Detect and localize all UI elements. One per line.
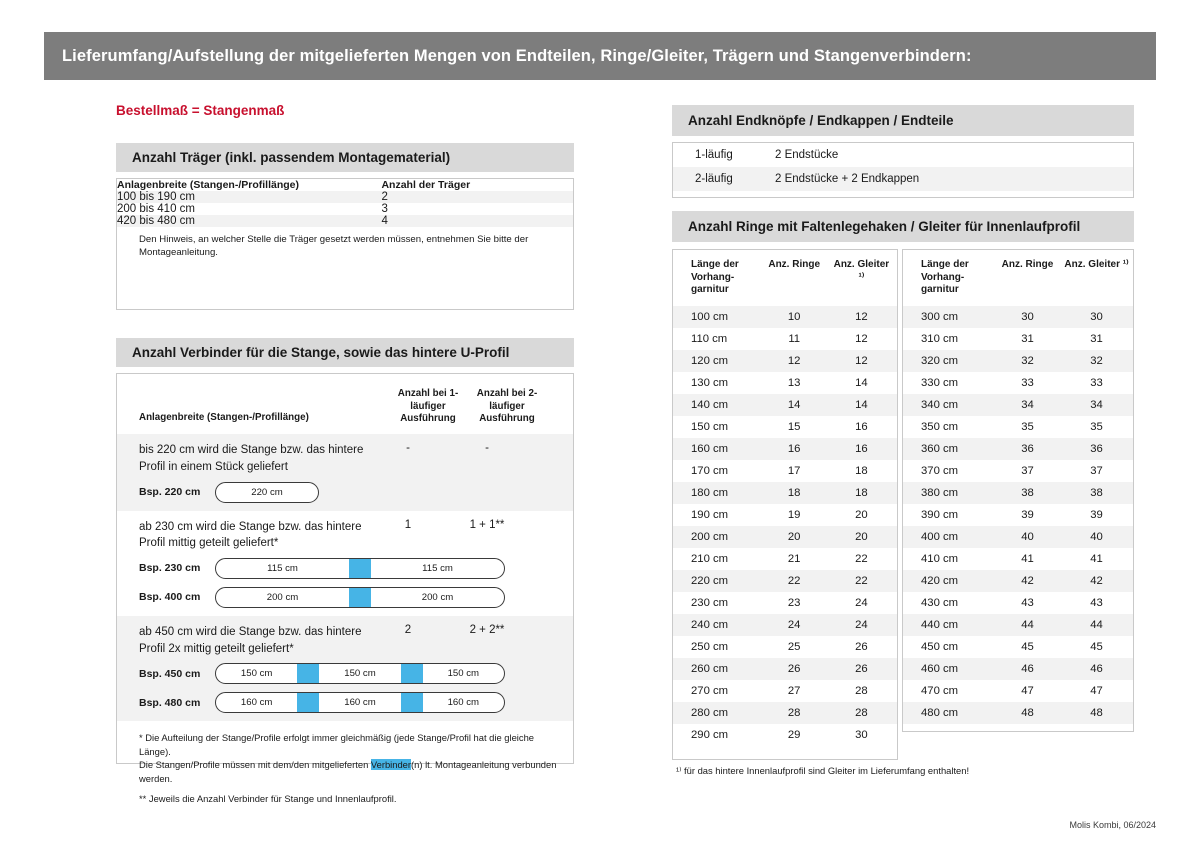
cell-gleiter: 20 [855,508,868,521]
example-label: Bsp. 220 cm [139,486,201,499]
cell-gleiter: 20 [830,526,897,548]
cell-laenge: 270 cm [691,684,729,697]
cell-ringe: 13 [787,376,801,389]
cell-ringe: 39 [1021,508,1034,521]
cell-gleiter: 38 [1064,482,1133,504]
cell-gleiter: 12 [830,350,897,372]
table-row [903,504,1133,526]
cell-ringe: 19 [787,508,801,521]
table-row [903,702,1133,724]
cell-laenge: 240 cm [673,614,763,636]
footnote-highlight: Verbinder [370,759,412,771]
cell-ringe: 18 [763,482,830,504]
cell-gleiter: 18 [830,482,897,504]
cell-gleiter: 12 [855,332,868,345]
cell-ringe: 21 [787,552,801,565]
verbinder-block [117,434,573,510]
example-row [117,552,573,581]
cell-laenge: 150 cm [691,420,729,433]
table-row [673,592,897,614]
table-row [673,658,897,680]
table-row [673,636,897,658]
cell-laenge: 370 cm [921,464,959,477]
cell-laenge: 290 cm [691,728,729,741]
table-header-row [117,179,573,191]
cell-laenge: 450 cm [921,640,959,653]
cell-gleiter: 32 [1064,350,1133,372]
cell-laenge: 320 cm [903,350,995,372]
table-row [903,636,1133,658]
cell-gleiter: 28 [830,702,897,724]
table-row [673,680,897,702]
connector-marker [401,664,423,683]
cell-ringe: 42 [995,570,1064,592]
ringe-table [903,250,1133,724]
table-row [903,592,1133,614]
table-row [673,548,897,570]
cell-anzahl: 2 [381,191,388,203]
verbinder-block [117,616,573,721]
block-text: bis 220 cm wird die Stange bzw. das hintere Profil in einem Stück geliefert [139,444,364,473]
cell-laenge: 470 cm [921,684,959,697]
cell-laenge: 160 cm [673,438,763,460]
block-count-1: 1 [404,518,412,531]
cell-breite: 100 bis 190 cm [117,191,195,203]
ringe-table-right [902,249,1134,732]
rod-segment: 160 cm [447,697,480,709]
cell-laenge: 390 cm [921,508,959,521]
cell-laenge: 430 cm [921,596,959,609]
cell-ringe: 43 [1021,596,1034,609]
col-header-1laeufig: Anzahl bei 1-läufiger Ausführung [397,388,459,425]
cell-anzahl: 3 [381,203,388,215]
cell-laenge: 190 cm [691,508,729,521]
table-row [673,570,897,592]
cell-gleiter: 34 [1064,394,1133,416]
rod-segment: 200 cm [266,591,299,603]
table-row [903,614,1133,636]
cell-laenge: 310 cm [921,332,959,345]
cell-laenge: 100 cm [673,306,763,328]
table-row [117,215,573,227]
cell-ringe: 24 [763,614,830,636]
cell-ringe: 20 [763,526,830,548]
table-row [673,482,897,504]
cell-laenge: 420 cm [903,570,995,592]
example-row [117,581,573,610]
section-header-verbinder: Anzahl Verbinder für die Stange, sowie das hintere U-Profil [116,338,574,367]
cell-ringe: 37 [1021,464,1034,477]
cell-gleiter: 40 [1064,526,1133,548]
footnote-verbinder [139,758,557,785]
endknoepfe-panel [672,142,1134,198]
cell-gleiter: 47 [1090,684,1103,697]
example-label: Bsp. 450 cm [139,667,201,680]
document-credit: Molis Kombi, 06/2024 [1069,820,1156,830]
cell-gleiter: 48 [1064,702,1133,724]
cell-gleiter: 30 [855,728,868,741]
table-row [903,658,1133,680]
cell-laenge: 300 cm [903,306,995,328]
col-header-anlagenbreite: Anlagenbreite (Stangen-/Profillänge) [139,412,309,424]
block-text: ab 450 cm wird die Stange bzw. das hintere Profil 2x mittig geteilt geliefert* [139,625,362,655]
cell-gleiter: 24 [855,596,868,609]
col-header-laenge: Länge der Vorhang-garnitur [921,259,969,295]
table-row [903,438,1133,460]
cell-ringe: 47 [1021,684,1034,697]
rod-segment: 150 cm [240,668,273,680]
cell-ringe: 45 [1021,640,1034,653]
col-header-gleiter: Anz. Gleiter ¹⁾ [1064,259,1129,270]
cell-gleiter: 46 [1064,658,1133,680]
cell-laenge: 170 cm [691,464,729,477]
cell-laenge: 400 cm [903,526,995,548]
cell-ringe: 36 [995,438,1064,460]
cell-gleiter: 28 [855,684,868,697]
cell-laufigkeit: 1-läufig [695,149,733,161]
cell-gleiter: 35 [1090,420,1103,433]
cell-ringe: 25 [787,640,801,653]
cell-ringe: 30 [995,306,1064,328]
table-row [673,438,897,460]
table-row [673,526,897,548]
cell-ringe: 11 [788,332,801,345]
traeger-table [117,179,573,227]
cell-laenge: 140 cm [673,394,763,416]
cell-laenge: 360 cm [903,438,995,460]
cell-ringe: 44 [995,614,1064,636]
table-row [903,306,1133,328]
section-header-traeger: Anzahl Träger (inkl. passendem Montagematerial) [116,143,574,172]
table-row [117,191,573,203]
table-row [903,680,1133,702]
cell-ringe: 28 [763,702,830,724]
rod-segment: 160 cm [344,697,376,709]
table-row [673,306,897,328]
rod-segment: 150 cm [344,668,376,680]
cell-ringe: 22 [763,570,830,592]
cell-gleiter: 37 [1090,464,1103,477]
connector-marker [349,588,371,607]
cell-laenge: 130 cm [691,376,729,389]
cell-ringe: 14 [763,394,830,416]
cell-ringe: 26 [763,658,830,680]
block-count-2: 2 + 2** [469,623,505,636]
footnote-text-pre: Die Stangen/Profile müssen mit dem/den mitgelieferten [139,759,371,771]
cell-gleiter: 12 [830,306,897,328]
col-header-gleiter: Anz. Gleiter ¹⁾ [833,259,890,283]
cell-gleiter: 16 [855,420,868,433]
page-title: Lieferumfang/Aufstellung der mitgelieferten Mengen von Endteilen, Ringe/Gleiter, Trägern und Stangenverbindern: [62,46,972,65]
cell-laenge: 230 cm [691,596,729,609]
example-label: Bsp. 230 cm [139,562,201,575]
cell-laenge: 410 cm [921,552,959,565]
cell-gleiter: 44 [1064,614,1133,636]
cell-laenge: 210 cm [691,552,729,565]
example-row [117,476,573,505]
table-row [673,372,897,394]
rod-segment: 220 cm [251,486,283,498]
table-row [903,570,1133,592]
cell-laenge: 380 cm [903,482,995,504]
block-count-2: 1 + 1** [469,518,505,531]
table-row [903,526,1133,548]
cell-ringe: 17 [787,464,801,477]
table-row [673,460,897,482]
cell-gleiter: 43 [1090,596,1103,609]
table-row [673,724,897,746]
ringe-table-left [672,249,898,760]
document-banner [44,32,1156,80]
cell-ringe: 23 [787,596,801,609]
table-row [903,328,1133,350]
col-header-2laeufig: Anzahl bei 2-läufiger Ausführung [476,388,538,425]
cell-ringe: 31 [1021,332,1034,345]
table-row [673,143,1133,167]
rod-diagram [215,482,319,503]
col-header-ringe: Anz. Ringe [768,259,821,270]
col-header-laenge: Länge der Vorhang-garnitur [691,259,739,295]
cell-breite: 200 bis 410 cm [117,203,195,215]
table-row [673,328,897,350]
cell-gleiter: 30 [1064,306,1133,328]
cell-breite: 420 bis 480 cm [117,215,195,227]
cell-endteile: 2 Endstücke + 2 Endkappen [775,173,920,185]
cell-gleiter: 31 [1090,332,1103,345]
cell-gleiter: 39 [1090,508,1103,521]
ringe-table [673,250,897,746]
footnote-double-asterisk: ** Jeweils die Anzahl Verbinder für Stange und Innenlaufprofil. [139,792,397,804]
cell-laenge: 260 cm [673,658,763,680]
table-row [673,702,897,724]
verbinder-panel [116,373,574,804]
cell-ringe: 34 [995,394,1064,416]
verbinder-header-row [117,374,573,434]
table-row [673,614,897,636]
table-row [903,548,1133,570]
cell-gleiter: 33 [1090,376,1103,389]
cell-laenge: 200 cm [673,526,763,548]
rod-segment: 160 cm [240,697,273,709]
cell-ringe: 46 [995,658,1064,680]
cell-ringe: 48 [995,702,1064,724]
block-text: ab 230 cm wird die Stange bzw. das hintere Profil mittig geteilt geliefert* [139,520,362,550]
table-row [903,482,1133,504]
table-row [673,167,1133,191]
cell-ringe: 29 [787,728,801,741]
table-row [117,203,573,215]
col-header-ringe: Anz. Ringe [1001,259,1054,270]
ringe-footnote: ¹⁾ für das hintere Innenlaufprofil sind Gleiter im Lieferumfang enthalten! [676,765,970,776]
cell-laenge: 180 cm [673,482,763,504]
cell-gleiter: 14 [830,394,897,416]
cell-laenge: 330 cm [921,376,959,389]
cell-gleiter: 45 [1090,640,1103,653]
rod-segment: 115 cm [422,562,453,574]
table-row [903,394,1133,416]
cell-ringe: 41 [1021,552,1034,565]
bestellmass-note: Bestellmaß = Stangenmaß [116,103,285,118]
cell-ringe: 10 [763,306,830,328]
rod-diagram [215,558,505,579]
connector-marker [401,693,423,712]
cell-laenge: 440 cm [903,614,995,636]
cell-ringe: 15 [787,420,801,433]
cell-ringe: 12 [763,350,830,372]
cell-anzahl: 4 [381,215,388,227]
col-header-breite: Anlagenbreite (Stangen-/Profillänge) [117,179,300,191]
section-header-ringe: Anzahl Ringe mit Faltenlegehaken / Gleiter für Innenlaufprofil [672,211,1134,242]
cell-ringe: 38 [995,482,1064,504]
cell-laenge: 460 cm [903,658,995,680]
connector-marker [349,559,371,578]
cell-laenge: 220 cm [673,570,763,592]
table-row [673,394,897,416]
table-header-row [903,250,1133,306]
cell-gleiter: 41 [1090,552,1103,565]
cell-ringe: 32 [995,350,1064,372]
table-row [903,460,1133,482]
block-count-1: - [406,442,410,455]
table-row [673,350,897,372]
connector-marker [297,664,319,683]
footnote-asterisk: * Die Aufteilung der Stange/Profile erfolgt immer gleichmäßig (jede Stange/Profil hat die gleiche Länge). [139,732,535,757]
cell-ringe: 33 [1021,376,1034,389]
cell-gleiter: 16 [830,438,897,460]
cell-laenge: 250 cm [691,640,729,653]
example-label: Bsp. 480 cm [139,696,201,709]
cell-endteile: 2 Endstücke [775,149,839,161]
rod-diagram [215,587,505,608]
table-row [903,350,1133,372]
traeger-note: Den Hinweis, an welcher Stelle die Träger gesetzt werden müssen, entnehmen Sie bitte der Montageanleitung. [139,234,529,258]
rod-diagram [215,663,505,684]
cell-gleiter: 36 [1064,438,1133,460]
table-header-row [673,250,897,306]
cell-ringe: 27 [787,684,801,697]
rod-segment: 150 cm [447,668,480,680]
rod-diagram [215,692,505,713]
cell-laenge: 110 cm [691,332,728,345]
section-header-endknoepfe: Anzahl Endknöpfe / Endkappen / Endteile [672,105,1134,136]
table-row [673,504,897,526]
example-row [117,686,573,715]
block-count-2: - [485,442,489,455]
cell-gleiter: 26 [830,658,897,680]
traeger-panel [116,178,574,310]
cell-gleiter: 24 [830,614,897,636]
footnote-text-post: (n) lt. Montageanleitung verbunden werden. [139,759,557,785]
verbinder-block [117,511,573,616]
example-label: Bsp. 400 cm [139,591,201,604]
col-header-anzahl: Anzahl der Träger [381,179,471,191]
cell-gleiter: 42 [1064,570,1133,592]
table-row [903,372,1133,394]
table-row [903,416,1133,438]
connector-marker [297,693,319,712]
example-row [117,657,573,686]
cell-laufigkeit: 2-läufig [695,173,733,185]
cell-gleiter: 18 [855,464,868,477]
cell-laenge: 120 cm [673,350,763,372]
cell-laenge: 280 cm [673,702,763,724]
cell-ringe: 40 [995,526,1064,548]
block-count-1: 2 [404,623,412,636]
cell-laenge: 340 cm [903,394,995,416]
cell-laenge: 480 cm [903,702,995,724]
table-row [673,416,897,438]
verbinder-footnotes [117,721,573,805]
cell-gleiter: 26 [855,640,868,653]
cell-ringe: 16 [763,438,830,460]
cell-gleiter: 22 [830,570,897,592]
cell-laenge: 350 cm [921,420,959,433]
rod-segment: 115 cm [267,562,298,574]
cell-ringe: 35 [1021,420,1034,433]
cell-gleiter: 22 [855,552,868,565]
cell-gleiter: 14 [855,376,868,389]
rod-segment: 200 cm [421,591,454,603]
